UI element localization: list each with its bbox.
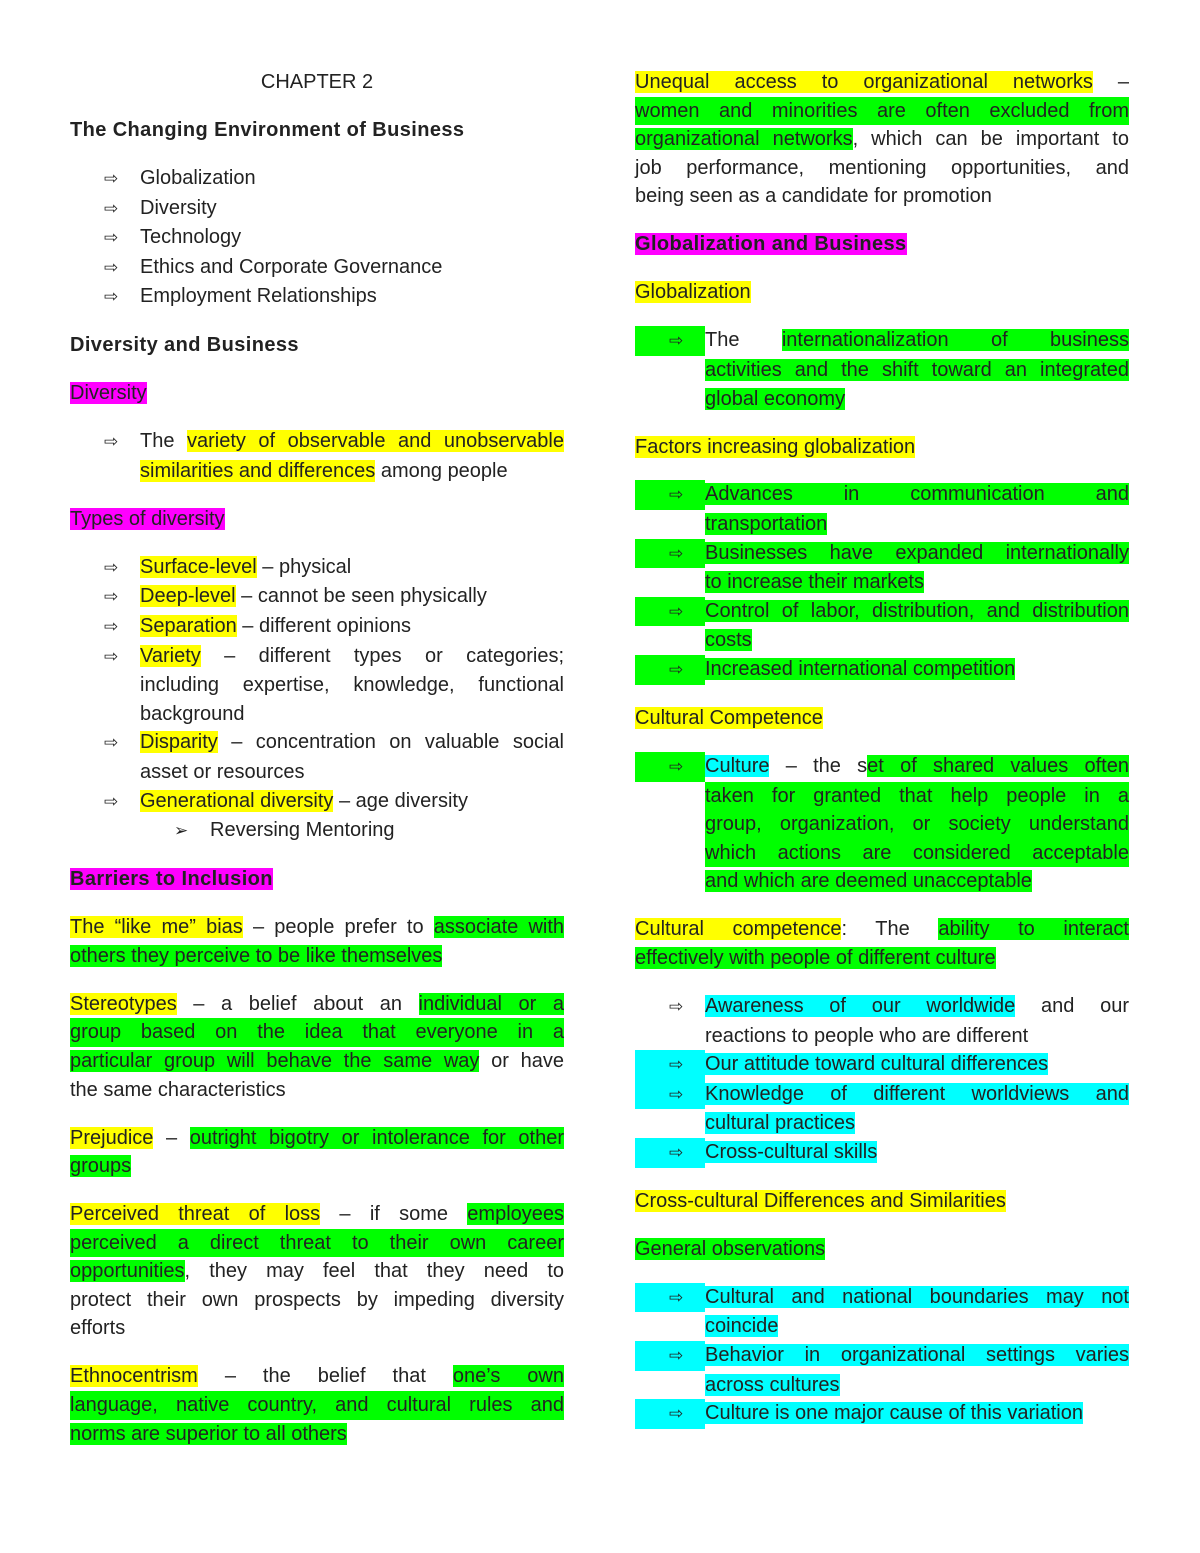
arrow-bullet-icon: ⇨ <box>669 1346 684 1367</box>
definition-line: Cultural competence: The ability to interact <box>635 918 1129 941</box>
barrier-line: The “like me” bias – people prefer to associate with <box>70 916 565 939</box>
barrier-line: groups <box>70 1155 132 1178</box>
barrier-line: particular group will behave the same way or have <box>70 1049 564 1072</box>
arrow-bullet-icon: ⇨ <box>669 1055 684 1076</box>
definition-line: ⇨ The internationalization of business <box>635 326 1129 356</box>
arrow-bullet-icon: ⇨ <box>669 996 684 1017</box>
competence-item: ⇨ Awareness of our worldwide and our <box>669 994 1129 1017</box>
competence-item: ⇨ Cross-cultural skills <box>635 1138 1129 1168</box>
factor-item: ⇨ Increased international competition <box>635 655 1129 685</box>
barrier-line: group based on the idea that everyone in a <box>70 1018 564 1047</box>
arrow-bullet-icon: ⇨ <box>669 601 684 622</box>
type-item: ⇨ Variety – different types or categories; <box>104 644 564 667</box>
observation-item: ⇨ Behavior in organizational settings varies <box>635 1341 1129 1371</box>
arrow-bullet-icon: ⇨ <box>104 557 119 578</box>
left-column <box>70 68 564 1448</box>
factor-item: ⇨ Control of labor, distribution, and distribution <box>635 597 1129 627</box>
barrier-line: the same characteristics <box>70 1078 286 1101</box>
topic-item: ⇨ Globalization <box>104 166 256 189</box>
right-column <box>635 68 1129 1429</box>
barrier-line: efforts <box>70 1317 126 1340</box>
paragraph-line: job performance, mentioning opportunities, and <box>635 156 1129 179</box>
definition-line: and which are deemed unacceptable <box>705 870 1032 893</box>
arrow-bullet-icon: ⇨ <box>104 733 119 754</box>
section-heading: Barriers to Inclusion <box>70 868 273 891</box>
chapter-title: The Changing Environment of Business <box>70 118 465 141</box>
arrow-bullet-icon: ⇨ <box>104 432 119 453</box>
definition-line: group, organization, or society understand <box>705 810 1129 839</box>
arrow-bullet-icon: ⇨ <box>669 543 684 564</box>
barrier-line: Prejudice – outright bigotry or intolerance for other <box>70 1126 564 1149</box>
topic-item: ⇨ Diversity <box>104 196 217 219</box>
arrow-bullet-icon: ⇨ <box>669 485 684 506</box>
chapter-label: CHAPTER 2 <box>260 71 374 93</box>
definition-line: activities and the shift toward an integrated <box>705 358 1129 381</box>
paragraph-line: Unequal access to organizational networks – <box>635 71 1129 93</box>
observation-item-cont: across cultures <box>705 1373 840 1396</box>
barrier-line: Ethnocentrism – the belief that one’s own <box>70 1365 564 1388</box>
arrow-bullet-icon: ⇨ <box>669 1404 684 1425</box>
definition-line: ⇨ Culture – the set of shared values often <box>635 752 1129 782</box>
type-item: ⇨ Disparity – concentration on valuable social <box>104 731 564 754</box>
arrow-bullet-icon: ⇨ <box>104 791 119 812</box>
arrow-bullet-icon: ⇨ <box>104 198 119 219</box>
arrow-bullet-icon: ⇨ <box>669 757 684 778</box>
type-item: ⇨ Separation – different opinions <box>104 615 411 638</box>
term-heading: Types of diversity <box>70 507 225 530</box>
paragraph-line: being seen as a candidate for promotion <box>635 185 992 208</box>
topic-item: ⇨ Technology <box>104 226 242 249</box>
type-item: ⇨ Surface-level – physical <box>104 555 352 578</box>
arrow-bullet-icon: ⇨ <box>104 617 119 638</box>
observation-item: ⇨ Cultural and national boundaries may not <box>635 1283 1129 1313</box>
term-heading: Cultural Competence <box>635 707 823 730</box>
term-heading: General observations <box>635 1237 826 1260</box>
factor-item: ⇨ Advances in communication and <box>635 480 1129 510</box>
arrow-bullet-icon: ⇨ <box>669 1084 684 1105</box>
barrier-line: others they perceive to be like themselves <box>70 944 443 967</box>
arrow-bullet-icon: ⇨ <box>669 1142 684 1163</box>
type-item-cont: including expertise, knowledge, functional <box>140 674 564 697</box>
arrow-bullet-icon: ⇨ <box>104 228 119 249</box>
arrow-bullet-icon: ⇨ <box>104 257 119 278</box>
barrier-line: protect their own prospects by impeding diversity <box>70 1288 564 1311</box>
paragraph-line: women and minorities are often excluded from <box>635 97 1129 126</box>
definition-line: taken for granted that help people in a <box>705 782 1129 811</box>
section-heading: Globalization and Business <box>635 233 907 256</box>
barrier-line: Stereotypes – a belief about an individual or a <box>70 992 564 1015</box>
arrow-bullet-icon: ⇨ <box>669 1287 684 1308</box>
competence-item-cont: reactions to people who are different <box>705 1024 1029 1047</box>
sub-bullet-item: ➢ Reversing Mentoring <box>174 819 395 842</box>
observation-item: ⇨ Culture is one major cause of this variation <box>635 1399 1129 1429</box>
observation-item-cont: coincide <box>705 1315 779 1338</box>
competence-item: ⇨ Our attitude toward cultural differences <box>635 1050 1129 1080</box>
section-heading: Diversity and Business <box>70 334 299 357</box>
topic-item: ⇨ Employment Relationships <box>104 285 377 308</box>
type-item-cont: background <box>140 702 245 725</box>
definition-line: which actions are considered acceptable <box>705 839 1129 868</box>
arrow-bullet-icon: ⇨ <box>104 287 119 308</box>
topic-item: ⇨ Ethics and Corporate Governance <box>104 255 443 278</box>
barrier-line: opportunities, they may feel that they need to <box>70 1260 564 1283</box>
barrier-line: perceived a direct threat to their own career <box>70 1229 564 1258</box>
barrier-line: norms are superior to all others <box>70 1422 347 1445</box>
arrow-bullet-icon: ⇨ <box>669 660 684 681</box>
arrow-bullet-icon: ⇨ <box>669 331 684 352</box>
type-item: ⇨ Deep-level – cannot be seen physically <box>104 585 487 608</box>
barrier-line: language, native country, and cultural rules and <box>70 1391 564 1420</box>
paragraph-line: organizational networks, which can be important to <box>635 128 1129 151</box>
arrow-bullet-icon: ⇨ <box>104 168 119 189</box>
type-item: ⇨ Generational diversity – age diversity <box>104 789 468 812</box>
arrow-bullet-icon: ⇨ <box>104 587 119 608</box>
definition-line: effectively with people of different culture <box>635 946 996 969</box>
arrow-bullet-icon: ⇨ <box>104 646 119 667</box>
definition-line: similarities and differences among people <box>140 459 508 482</box>
factor-item-cont: transportation <box>705 513 828 536</box>
barrier-line: Perceived threat of loss – if some employees <box>70 1203 564 1226</box>
factor-item-cont: costs <box>705 629 752 652</box>
factor-item-cont: to increase their markets <box>705 571 924 594</box>
definition-line: ⇨ The variety of observable and unobservable <box>104 430 564 453</box>
sub-arrow-icon: ➢ <box>174 821 189 842</box>
factor-item: ⇨ Businesses have expanded internationally <box>635 539 1129 569</box>
type-item-cont: asset or resources <box>140 761 305 784</box>
definition-line: global economy <box>705 387 846 410</box>
competence-item: ⇨ Knowledge of different worldviews and <box>635 1080 1129 1110</box>
term-heading: Factors increasing globalization <box>635 435 916 458</box>
term-heading: Cross-cultural Differences and Similarities <box>635 1189 1006 1212</box>
competence-item-cont: cultural practices <box>705 1112 856 1135</box>
term-heading: Diversity <box>70 382 147 405</box>
term-heading: Globalization <box>635 281 751 304</box>
